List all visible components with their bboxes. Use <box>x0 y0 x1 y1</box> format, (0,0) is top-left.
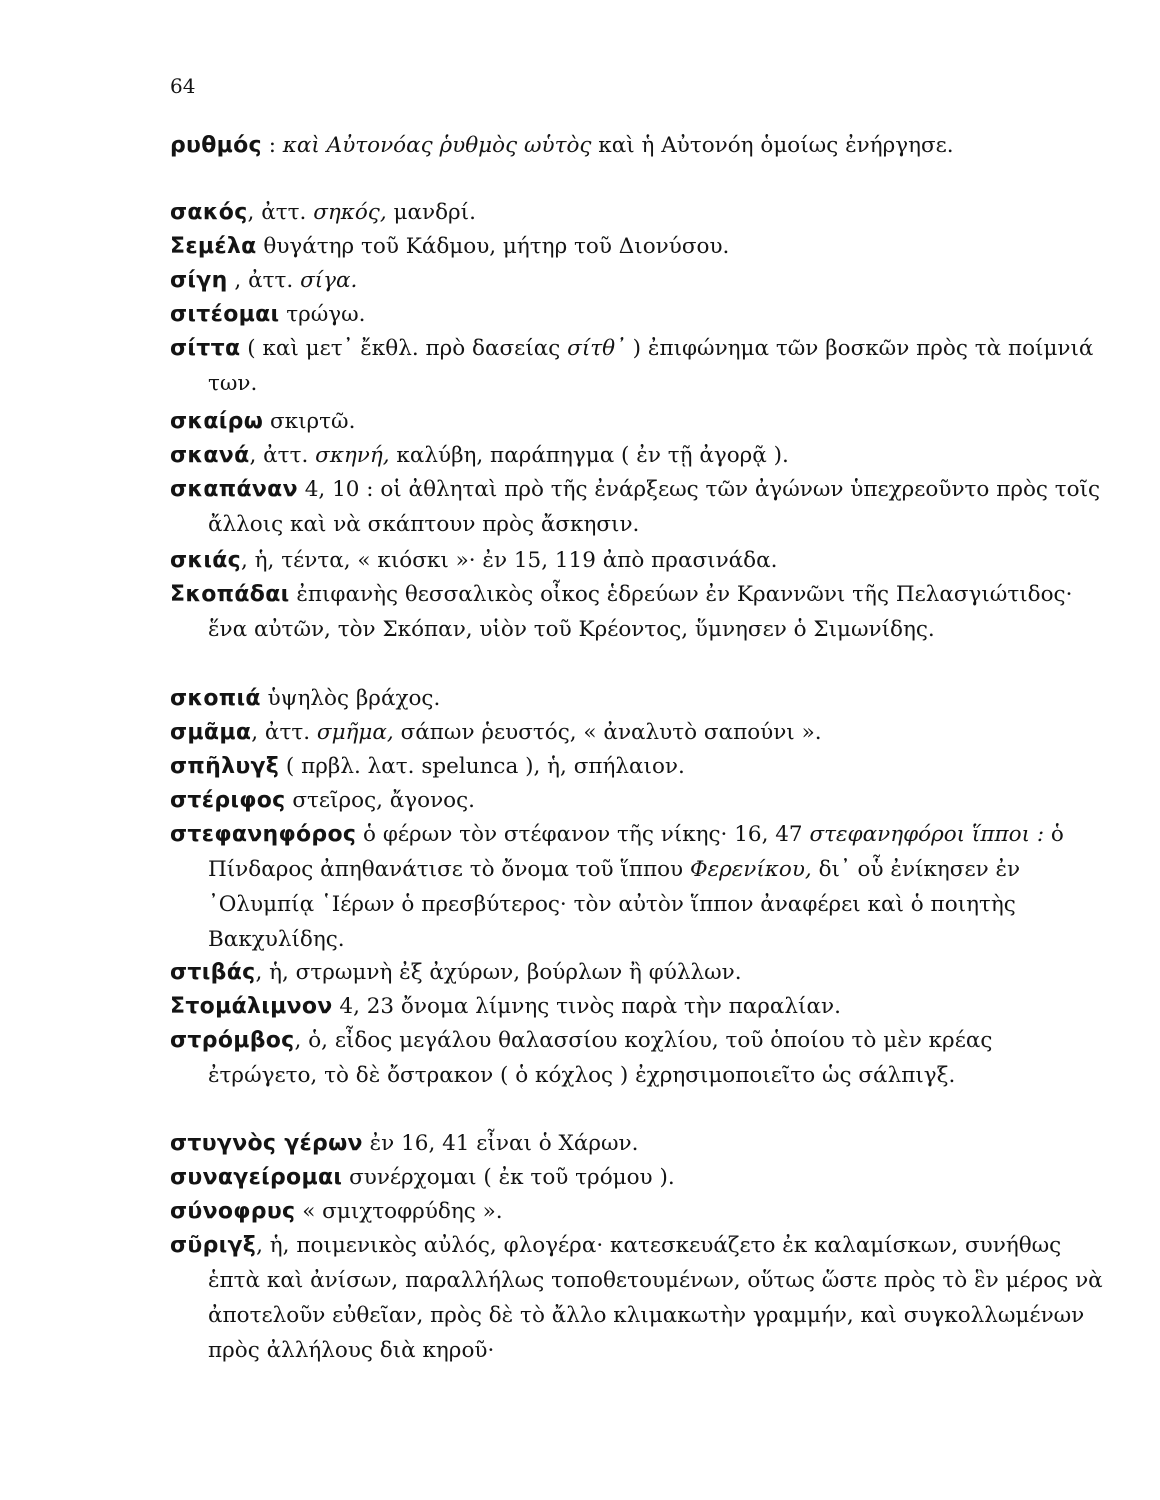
italic-text: σμῆμα, <box>316 720 394 745</box>
separator: , <box>249 443 264 468</box>
entry-stephanephoros <box>170 817 1108 957</box>
definition: ( πρβλ. λατ. spelunca ), ἡ, σπήλαιον. <box>279 754 685 779</box>
headword: σῦριγξ <box>170 1233 257 1258</box>
italic-text: σκηνή, <box>315 443 390 468</box>
definition: ὑψηλὸς βράχος. <box>260 686 441 711</box>
entry-synageiromai <box>170 1160 1070 1195</box>
entry-strombos <box>170 1023 1108 1093</box>
headword: σκιάς <box>170 548 241 573</box>
definition: συνέρχομαι ( ἐκ τοῦ τρόμου ). <box>342 1165 675 1190</box>
entry-stygnos-geron <box>170 1126 1070 1161</box>
entry-semela <box>170 229 1070 264</box>
definition: ὁ Πίνδαρος ἀπηθανάτισε τὸ ὄνομα τοῦ ἵππου <box>208 822 1064 882</box>
headword: σύνοφρυς <box>170 1199 296 1224</box>
headword: Σκοπάδαι <box>170 582 290 607</box>
definition: στεῖρος, ἄγονος. <box>285 788 475 813</box>
headword: σκαίρω <box>170 409 264 434</box>
definition: 4, 23 ὄνομα λίμνης τινὸς παρὰ τὴν παραλίαν. <box>332 994 841 1019</box>
separator: , <box>256 1233 270 1258</box>
headword: στεφανηφόρος <box>170 822 357 847</box>
entry-smama <box>170 715 1070 750</box>
definition: ὁ, εἶδος μεγάλου θαλασσίου κοχλίου, τοῦ ὁποίου τὸ μὲν κρέας ἐτρώγετο, τὸ δὲ ὄστρακον ( ὁ κόχλος ) ἐχρησιμοποιεῖτο ὡς σάλπιγξ. <box>208 1028 993 1088</box>
headword: στέριφος <box>170 788 286 813</box>
headword: σίττα <box>170 336 241 361</box>
definition: δι᾽ οὗ ἐνίκησεν ἐν ᾽Ολυμπίᾳ ῾Ιέρων ὁ πρεσβύτερος· τὸν αὐτὸν ἵππον ἀναφέρει καὶ ὁ ποιητὴς Βακχυλίδης. <box>208 857 1021 952</box>
entry-siteomai <box>170 297 1070 332</box>
italic-text: καὶ Αὐτονόας ῥυθμὸς ωὑτὸς <box>282 133 592 158</box>
definition: ἀττ. <box>263 443 316 468</box>
italic-text: σίγα. <box>300 268 358 293</box>
entry-sakos <box>170 195 1070 230</box>
entry-sige <box>170 263 1070 298</box>
definition: θυγάτηρ τοῦ Κάδμου, μήτηρ τοῦ Διονύσου. <box>256 234 730 259</box>
headword: ρυθμός <box>170 133 262 158</box>
separator: : <box>261 133 283 158</box>
entry-spelynx <box>170 749 1070 784</box>
headword: σκοπιά <box>170 686 261 711</box>
italic-text: Φερενίκου, <box>689 857 812 882</box>
separator: , <box>241 548 255 573</box>
headword: σμᾶμα <box>170 720 252 745</box>
separator: , <box>255 960 270 985</box>
headword: σακός <box>170 200 248 225</box>
entry-skias <box>170 543 1070 578</box>
definition: καλύβη, παράπηγμα ( ἐν τῇ ἀγορᾷ ). <box>389 443 789 468</box>
definition: ἡ, στρωμνὴ ἐξ ἀχύρων, βούρλων ἢ φύλλων. <box>269 960 742 985</box>
definition: ἡ, ποιμενικὸς αὐλός, φλογέρα· κατεσκευάζετο ἐκ καλαμίσκων, συνήθως ἑπτὰ καὶ ἀνίσων, παραλλήλως τοποθετουμένων, οὕτως ὥστε πρὸς τὸ ἓν μέρος νὰ ἀποτελοῦν εὐθεῖαν, πρὸς δὲ τὸ ἄλλο κλιμακωτὴν γραμμήν, καὶ συγκολλωμένων πρὸς ἀλλήλους διὰ κηροῦ· <box>208 1233 1103 1363</box>
definition: ἐν 16, 41 εἶναι ὁ Χάρων. <box>362 1131 639 1156</box>
definition: ( καὶ μετ᾽ ἔκθλ. πρὸ δασείας <box>240 336 568 361</box>
entry-sitta <box>170 331 1108 401</box>
entry-syrinx <box>170 1228 1108 1368</box>
definition: ἐπιφανὴς θεσσαλικὸς οἶκος ἑδρεύων ἐν Κραννῶνι τῆς Πελασγιώτιδος· ἕνα αὐτῶν, τὸν Σκόπαν, υἱὸν τοῦ Κρέοντος, ὕμνησεν ὁ Σιμωνίδης. <box>208 582 1073 642</box>
entry-stibas <box>170 955 1070 990</box>
entry-skana <box>170 438 1070 473</box>
definition: ἡ, τέντα, « κιόσκι »· ἐν 15, 119 ἀπὸ πρασινάδα. <box>254 548 778 573</box>
headword: Στομάλιμνον <box>170 994 333 1019</box>
entry-steriphos <box>170 783 1070 818</box>
headword: Σεμέλα <box>170 234 257 259</box>
definition: σκιρτῶ. <box>263 409 356 434</box>
entry-synophrys <box>170 1194 1070 1229</box>
definition: ὁ φέρων τὸν στέφανον τῆς νίκης· 16, 47 <box>356 822 810 847</box>
headword: στυγνὸς γέρων <box>170 1131 363 1156</box>
italic-text: σηκός, <box>313 200 387 225</box>
headword: στρόμβος <box>170 1028 295 1053</box>
entry-skopia <box>170 681 1070 716</box>
definition: σάπων ῥευστός, « ἀναλυτὸ σαπούνι ». <box>393 720 822 745</box>
headword: σκανά <box>170 443 250 468</box>
italic-text: σίτθ᾽ <box>567 336 626 361</box>
separator: , <box>227 268 249 293</box>
definition: 4, 10 : οἱ ἀθληταὶ πρὸ τῆς ἐνάρξεως τῶν ἀγώνων ὑπεχρεοῦντο πρὸς τοῖς ἄλλοις καὶ νὰ σκάπτουν πρὸς ἄσκησιν. <box>208 477 1101 537</box>
headword: σπῆλυγξ <box>170 754 280 779</box>
page-number: 64 <box>170 74 196 98</box>
definition: ἀττ. <box>264 720 317 745</box>
entry-skairo <box>170 404 1070 439</box>
definition: ἀττ. <box>261 200 314 225</box>
definition: ἀττ. <box>248 268 301 293</box>
headword: σκαπάναν <box>170 477 298 502</box>
headword: συναγείρομαι <box>170 1165 343 1190</box>
headword: σιτέομαι <box>170 302 280 327</box>
entry-stomalimnon <box>170 989 1070 1024</box>
separator: , <box>294 1028 309 1053</box>
entry-rythmos <box>170 128 1070 163</box>
entry-skapanan <box>170 472 1108 542</box>
italic-text: στεφανηφόροι ἵπποι : <box>809 822 1045 847</box>
definition: τρώγω. <box>279 302 366 327</box>
definition: « σμιχτοφρύδης ». <box>295 1199 503 1224</box>
definition: ) ἐπιφώνημα τῶν βοσκῶν πρὸς τὰ ποίμνιά των. <box>208 336 1094 396</box>
separator: , <box>247 200 262 225</box>
definition: μανδρί. <box>386 200 476 225</box>
separator: , <box>251 720 265 745</box>
definition: καὶ ἡ Αὐτονόη ὁμοίως ἐνήργησε. <box>591 133 954 158</box>
headword: σίγη <box>170 268 228 293</box>
entry-skopadai <box>170 577 1108 647</box>
headword: στιβάς <box>170 960 256 985</box>
